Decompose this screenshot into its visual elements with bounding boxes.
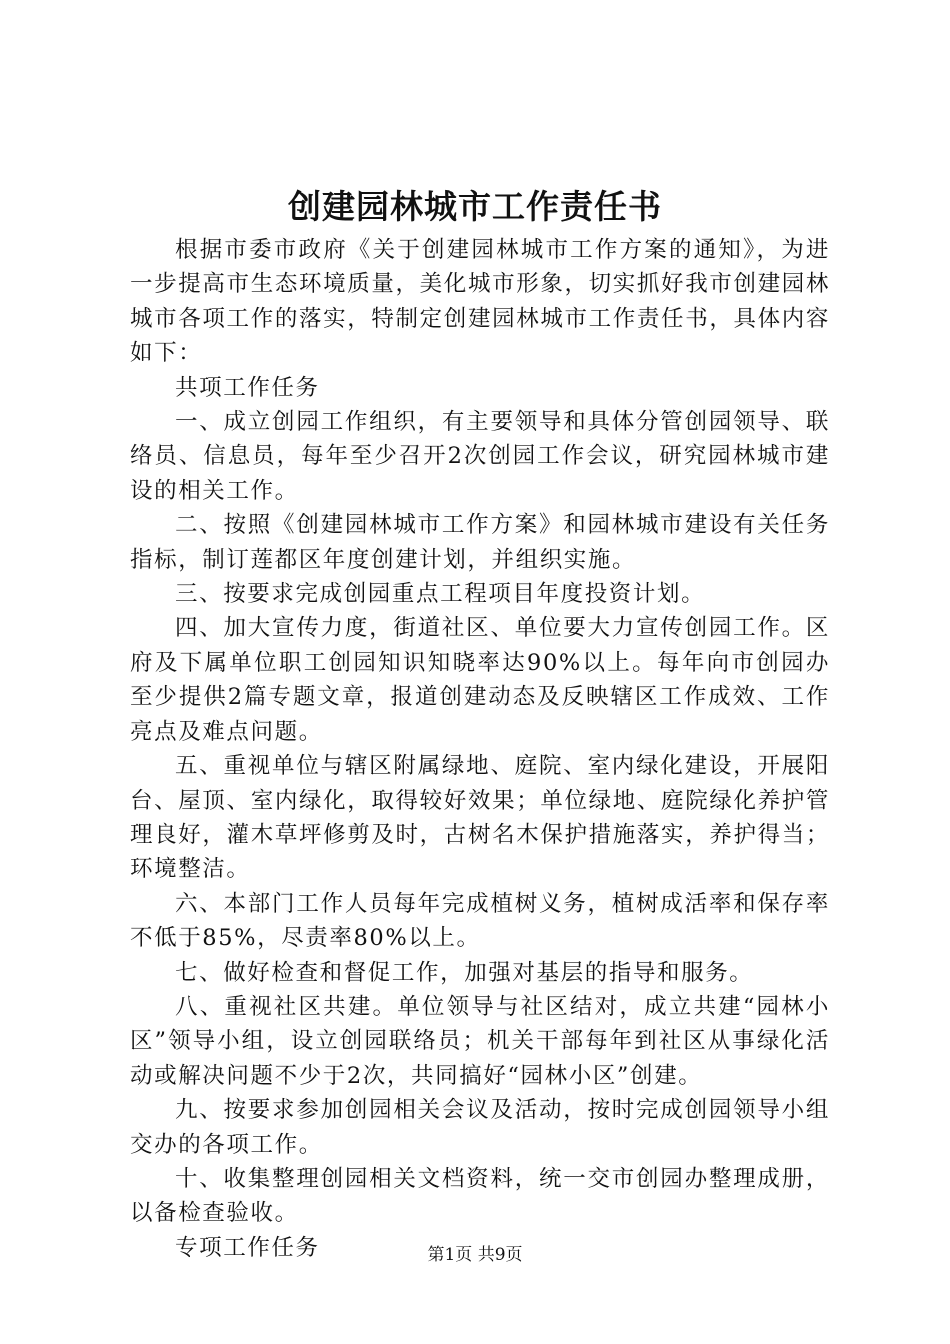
task-item-5: 五、重视单位与辖区附属绿地、庭院、室内绿化建设，开展阳台、屋顶、室内绿化，取得较好效果；单位绿地、庭院绿化养护管理良好，灌木草坪修剪及时，古树名木保护措施落实，养护得当；环境整洁。 (130, 753, 830, 883)
task-item-10: 十、收集整理创园相关文档资料，统一交市创园办整理成册，以备检查验收。 (130, 1165, 830, 1227)
page-footer: 第1页 共9页 (427, 1245, 523, 1265)
section-heading-common-tasks: 共项工作任务 (175, 374, 320, 401)
task-item-3: 三、按要求完成创园重点工程项目年度投资计划。 (175, 581, 706, 608)
task-item-4: 四、加大宣传力度，街道社区、单位要大力宣传创园工作。区府及下属单位职工创园知识知晓率达90%以上。每年向市创园办至少提供2篇专题文章，报道创建动态及反映辖区工作成效、工作亮点及难点问题。 (130, 615, 830, 745)
task-item-9: 九、按要求参加创园相关会议及活动，按时完成创园领导小组交办的各项工作。 (130, 1097, 830, 1158)
section-heading-special-tasks: 专项工作任务 (175, 1234, 320, 1261)
task-item-8: 八、重视社区共建。单位领导与社区结对，成立共建“园林小区”领导小组，设立创园联络员；机关干部每年到社区从事绿化活动或解决问题不少于2次，共同搞好“园林小区”创建。 (130, 993, 830, 1089)
task-item-1: 一、成立创园工作组织，有主要领导和具体分管创园领导、联络员、信息员，每年至少召开2次创园工作会议，研究园林城市建设的相关工作。 (130, 409, 830, 504)
intro-paragraph: 根据市委市政府《关于创建园林城市工作方案的通知》，为进一步提高市生态环境质量，美化城市形象，切实抓好我市创建园林城市各项工作的落实，特制定创建园林城市工作责任书，具体内容如下： (130, 237, 830, 367)
task-item-7: 七、做好检查和督促工作，加强对基层的指导和服务。 (175, 959, 754, 986)
document-body (130, 233, 830, 1265)
task-item-2: 二、按照《创建园林城市工作方案》和园林城市建设有关任务指标，制订莲都区年度创建计划，并组织实施。 (130, 512, 830, 573)
task-item-6: 六、本部门工作人员每年完成植树义务，植树成活率和保存率不低于85%，尽责率80%以上。 (130, 890, 830, 952)
document-title: 创建园林城市工作责任书 (288, 187, 662, 226)
